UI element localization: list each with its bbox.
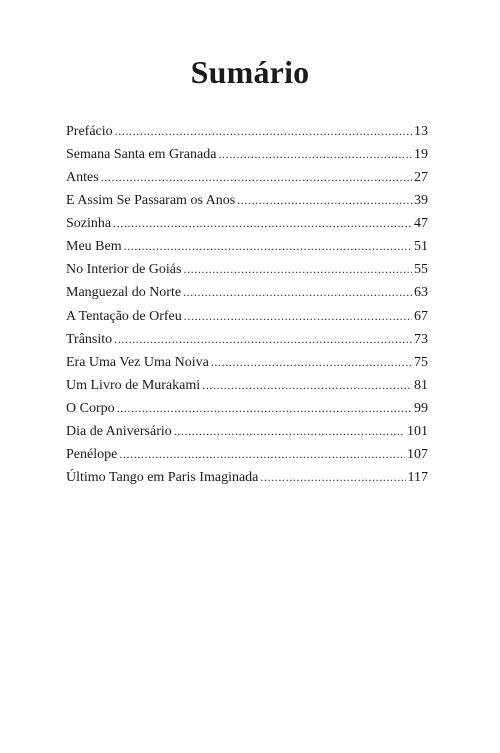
toc-entry-page: 51 [414,239,428,255]
toc-entry [66,166,428,189]
dot-leader [114,328,412,351]
toc-entry-title: Prefácio [66,124,113,139]
toc-entry [66,120,428,143]
toc-entry-title: Meu Bem [66,239,122,255]
toc-entry [66,189,428,212]
toc-entry [66,235,428,258]
toc-entry-page: 55 [414,262,428,278]
toc-entry-title: Penélope [66,446,118,462]
dot-leader [202,374,412,397]
dot-leader [113,212,412,235]
toc-entry-title: Último Tango em Paris Imaginada [66,469,259,485]
dot-leader [119,443,405,466]
toc-entry-page: 19 [414,147,428,163]
toc-entry-title: Sozinha [66,216,112,232]
dot-leader [260,466,405,489]
toc-entry [66,281,428,304]
dot-leader [183,258,412,281]
dot-leader [117,397,412,420]
toc-entry [66,397,428,420]
toc-entry [66,212,428,235]
toc-entry-title: Dia de Aniversário [66,423,172,439]
toc-entry-title: O Corpo [66,400,115,416]
toc-entry-page: 47 [414,216,428,232]
toc-entry-title: A Tentação de Orfeu [66,308,182,324]
dot-leader [174,420,405,443]
toc-entry-page: 27 [414,170,428,186]
dot-leader [183,281,412,304]
toc-entry-page: 13 [414,124,428,139]
toc-entry [66,305,428,328]
toc-entry-page: 73 [414,331,428,347]
dot-leader [218,143,412,166]
toc-entry-page: 117 [407,469,428,485]
toc-entry-page: 81 [414,377,428,393]
toc-entry-page: 67 [414,308,428,324]
table-of-contents [66,120,428,489]
dot-leader [115,120,412,143]
toc-entry-title: Manguezal do Norte [66,285,182,301]
toc-entry [66,143,428,166]
toc-entry [66,420,428,443]
toc-entry [66,328,428,351]
toc-entry-page: 99 [414,400,428,416]
dot-leader [101,166,412,189]
toc-entry-title: Era Uma Vez Uma Noiva [66,354,209,370]
toc-entry-title: Antes [66,170,99,186]
dot-leader [211,351,412,374]
toc-entry [66,374,428,397]
page-title: Sumário [190,54,310,90]
dot-leader [124,235,412,258]
toc-entry-page: 39 [414,193,428,209]
toc-entry [66,351,428,374]
toc-entry-page: 75 [414,354,428,370]
toc-entry-title: E Assim Se Passaram os Anos [66,193,236,209]
toc-entry-title: Um Livro de Murakami [66,377,201,393]
toc-entry-page: 101 [407,423,428,439]
toc-entry-title: No Interior de Goiás [66,262,182,278]
toc-entry-page: 63 [414,285,428,301]
toc-entry [66,258,428,281]
toc-entry [66,466,428,489]
toc-entry-title: Trânsito [66,331,113,347]
dot-leader [184,305,412,328]
toc-entry-page: 107 [407,446,428,462]
toc-entry-title: Semana Santa em Granada [66,147,217,163]
toc-entry [66,443,428,466]
dot-leader [237,189,412,212]
